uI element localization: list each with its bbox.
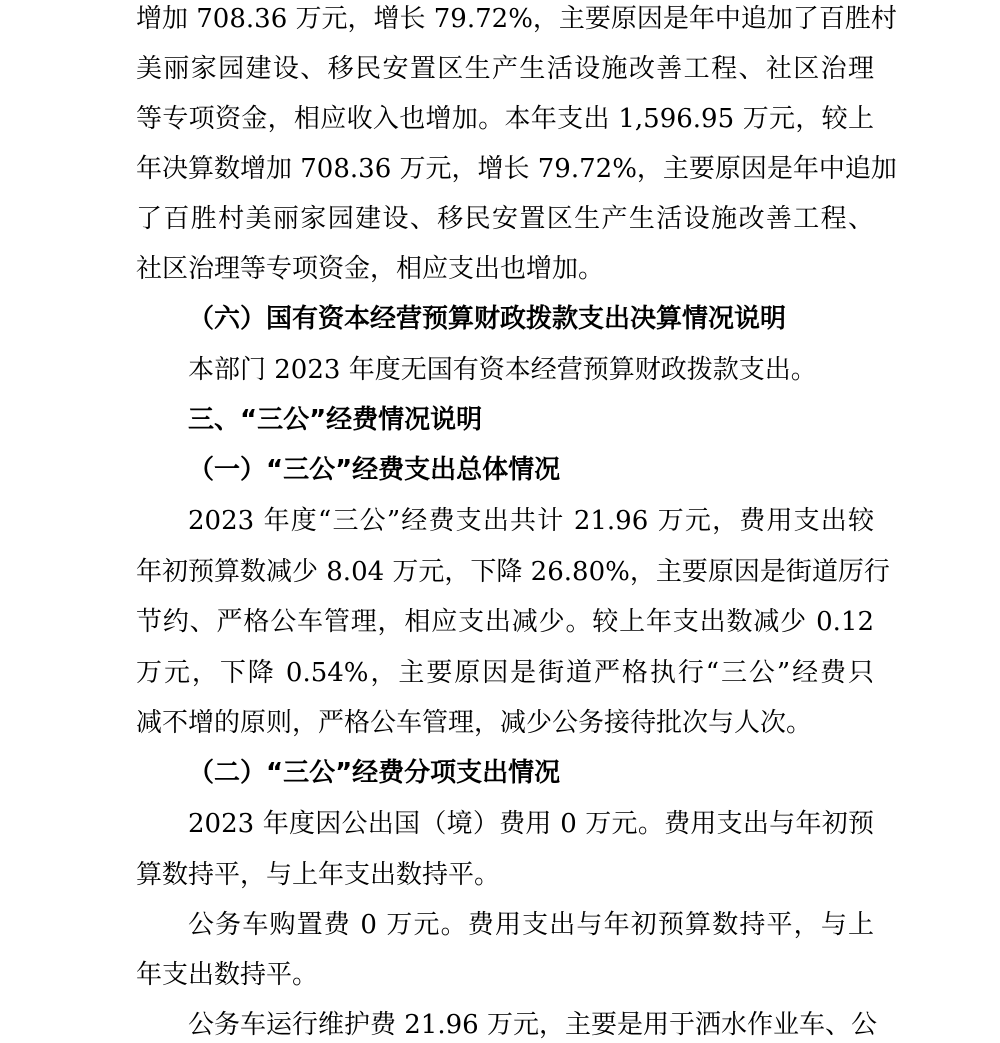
paragraph-line: 2023 年度因公出国（境）费用 0 万元。费用支出与年初预 [188, 809, 874, 839]
section-heading: （六）国有资本经营预算财政拨款支出决算情况说明 [188, 304, 787, 334]
paragraph-line: 节约、严格公车管理，相应支出减少。较上年支出数减少 0.12 [136, 607, 874, 637]
paragraph-line: 等专项资金，相应收入也增加。本年支出 1,596.95 万元，较上 [136, 104, 874, 134]
paragraph-line: 年支出数持平。 [136, 960, 319, 990]
paragraph-line: 公务车运行维护费 21.96 万元，主要是用于洒水作业车、公 [188, 1010, 877, 1040]
section-heading: （二）“三公”经费分项支出情况 [188, 758, 561, 788]
paragraph-line: 2023 年度“三公”经费支出共计 21.96 万元，费用支出较 [188, 506, 874, 536]
paragraph-line: 万元，下降 0.54%，主要原因是街道严格执行“三公”经费只 [136, 658, 874, 688]
paragraph-line: 了百胜村美丽家园建设、移民安置区生产生活设施改善工程、 [136, 204, 874, 234]
paragraph-line: 减不增的原则，严格公车管理，减少公务接待批次与人次。 [136, 708, 813, 738]
paragraph-line: 本部门 2023 年度无国有资本经营预算财政拨款支出。 [188, 355, 817, 385]
paragraph-line: 社区治理等专项资金，相应支出也增加。 [136, 254, 605, 284]
paragraph-line: 美丽家园建设、移民安置区生产生活设施改善工程、社区治理 [136, 54, 874, 84]
paragraph-line: 年初预算数减少 8.04 万元，下降 26.80%，主要原因是街道厉行 [136, 557, 890, 587]
paragraph-line: 增加 708.36 万元，增长 79.72%，主要原因是年中追加了百胜村 [136, 4, 897, 34]
paragraph-line: 年决算数增加 708.36 万元，增长 79.72%，主要原因是年中追加 [136, 154, 897, 184]
section-heading: （一）“三公”经费支出总体情况 [188, 455, 561, 485]
paragraph-line: 公务车购置费 0 万元。费用支出与年初预算数持平，与上 [188, 910, 874, 940]
chapter-heading: 三、“三公”经费情况说明 [188, 405, 483, 435]
paragraph-line: 算数持平，与上年支出数持平。 [136, 860, 501, 890]
